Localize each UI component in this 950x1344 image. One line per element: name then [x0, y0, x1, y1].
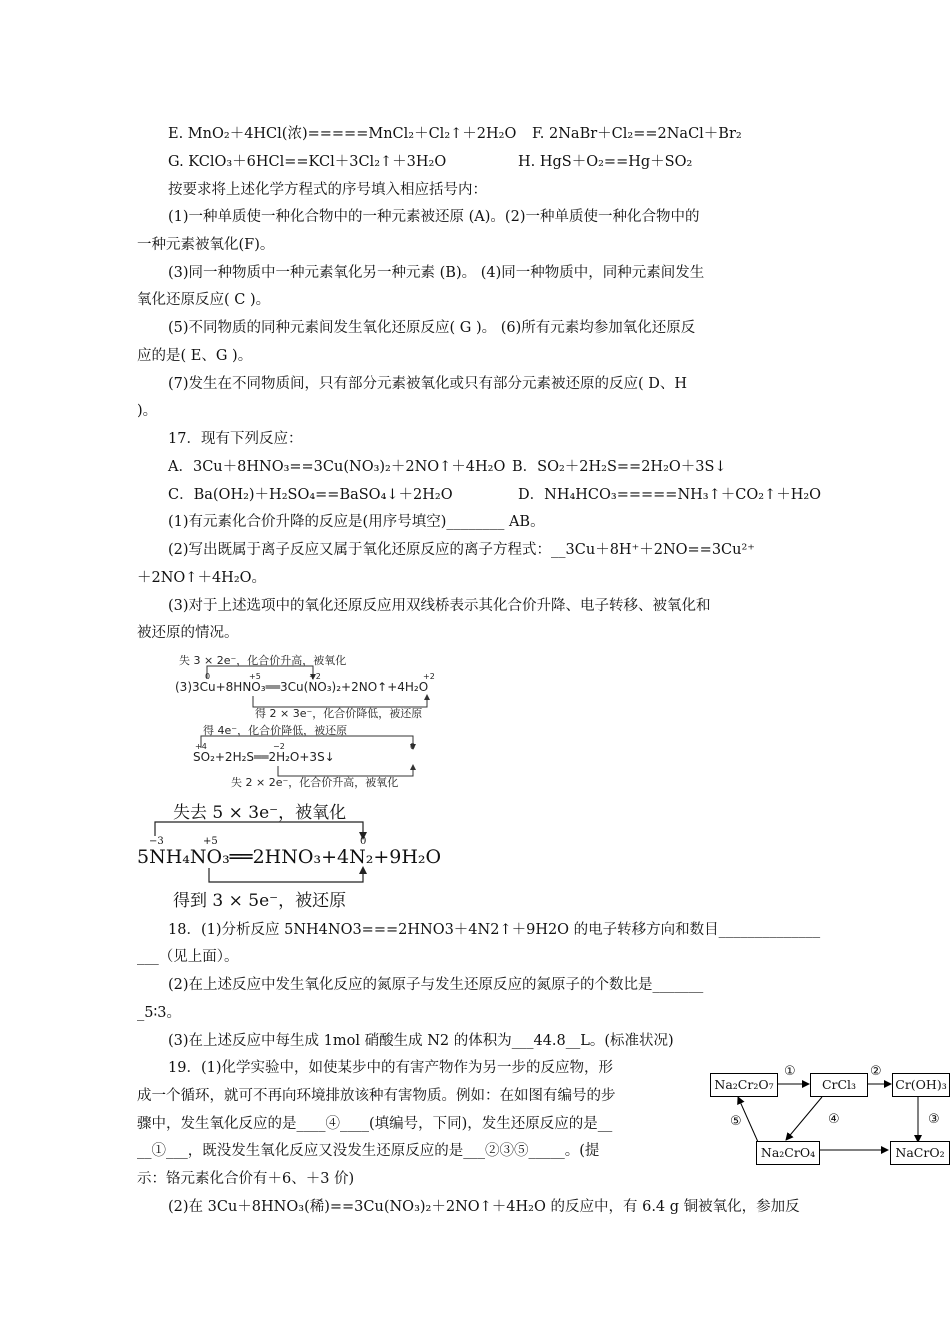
q17-a: A．3Cu＋8HNO₃==3Cu(NO₃)₂＋2NO↑＋4H₂O — [168, 459, 506, 475]
bridge2-ox-s2: −2 — [273, 742, 285, 751]
bridge3-top: 失去 5 × 3e⁻，被氧化 — [173, 803, 347, 823]
q19-1: 19．(1)化学实验中，如使某步中的有害产物作为另一步的反应物，形 — [168, 1060, 613, 1076]
bridge1-ox-cu: 0 — [205, 672, 211, 681]
eq-g: G. KClO₃＋6HCl==KCl＋3Cl₂↑＋3H₂O — [168, 154, 447, 170]
q16-1: (1)一种单质使一种化合物中的一种元素被还原 (A)。(2)一种单质使一种化合物中的 — [168, 209, 700, 225]
bridge3-ox-n3: −3 — [149, 836, 164, 847]
q16-3-cont: 氧化还原反应( C )。 — [137, 292, 271, 308]
bridge2-top: 得 4e⁻，化合价降低，被还原 — [203, 724, 348, 737]
bridge1-ox-n: +5 — [249, 672, 261, 681]
q17-1: (1)有元素化合价升降的反应是(用序号填空)________ AB。 — [168, 514, 545, 530]
q17-title: 17．现有下列反应： — [168, 431, 303, 447]
bridge-nh4no3 — [137, 798, 477, 910]
q17-d: D．NH₄HCO₃=====NH₃↑＋CO₂↑＋H₂O — [518, 487, 822, 503]
q18-2-cont: _5∶3。 — [137, 1005, 181, 1021]
box-crcl3: CrCl₃ — [810, 1073, 868, 1097]
q18-1-cont: ___（见上面）。 — [137, 949, 239, 965]
step-2-label: ② — [870, 1064, 882, 1079]
step-5-label: ⑤ — [730, 1114, 742, 1129]
q16-7: (7)发生在不同物质间，只有部分元素被氧化或只有部分元素被还原的反应( D、H — [168, 376, 688, 392]
q17-c: C．Ba(OH₂)＋H₂SO₄==BaSO₄↓＋2H₂O — [168, 487, 453, 503]
q18-2: (2)在上述反应中发生氧化反应的氮原子与发生还原反应的氮原子的个数比是_______ — [168, 977, 704, 993]
bridge3-equation: 5NH₄NO₃══2HNO₃+4N₂+9H₂O — [137, 846, 442, 868]
q17-3: (3)对于上述选项中的氧化还原反应用双线桥表示其化合价升降、电子转移、被氧化和 — [168, 598, 711, 614]
bridge2-equation: SO₂+2H₂S══2H₂O+3S↓ — [193, 750, 335, 764]
box-nacro2: NaCrO₂ — [890, 1141, 950, 1165]
step-4-label: ④ — [828, 1112, 840, 1127]
q17-b: B．SO₂＋2H₂S==2H₂O＋3S↓ — [512, 459, 727, 475]
q16-7-cont: )。 — [137, 403, 158, 419]
eq-h: H. HgS＋O₂==Hg＋SO₂ — [518, 154, 693, 170]
bridge1-ox-no: +2 — [423, 672, 435, 681]
chromium-cycle-diagram — [710, 1064, 950, 1170]
q17-2: (2)写出既属于离子反应又属于氧化还原反应的离子方程式：__3Cu＋8H⁺＋2NO==3Cu²⁺ — [168, 542, 755, 558]
bridge3-ox-n5: +5 — [203, 836, 218, 847]
q17-3-cont: 被还原的情况。 — [137, 625, 239, 641]
bridge3-ox-n0: 0 — [360, 836, 367, 847]
bridge1-equation: (3)3Cu+8HNO₃══3Cu(NO₃)₂+2NO↑+4H₂O — [175, 680, 429, 694]
eq-f: F. 2NaBr＋Cl₂==2NaCl＋Br₂ — [532, 126, 742, 142]
q19-1-cont2: 骤中，发生氧化反应的是____④____(填编号，下同)，发生还原反应的是__ — [137, 1116, 613, 1132]
q16-3: (3)同一种物质中一种元素氧化另一种元素 (B)。 (4)同一种物质中，同种元素间发生 — [168, 265, 705, 281]
q16-5: (5)不同物质的同种元素间发生氧化还原反应( G )。 (6)所有元素均参加氧化还原反 — [168, 320, 696, 336]
bridge1-ox-cu2: +2 — [309, 672, 321, 681]
bridge-cu-hno3 — [175, 652, 535, 720]
box-na2cr2o7: Na₂Cr₂O₇ — [710, 1073, 778, 1097]
step-3-label: ③ — [928, 1112, 940, 1127]
q19-1-cont1: 成一个循环，就可不再向环境排放该种有害物质。例如：在如图有编号的步 — [137, 1088, 616, 1104]
instruction: 按要求将上述化学方程式的序号填入相应括号内： — [168, 182, 487, 198]
bridge3-bottom: 得到 3 × 5e⁻，被还原 — [173, 891, 347, 911]
q19-1-cont4: 示：铬元素化合价有＋6、＋3 价) — [137, 1171, 355, 1187]
box-na2cro4: Na₂CrO₄ — [756, 1141, 820, 1165]
q19-1-cont3: __①___，既没发生氧化反应又没发生还原反应的是___②③⑤_____。(提 — [137, 1143, 600, 1159]
step-1-label: ① — [784, 1064, 796, 1079]
bridge2-ox-s0: 0 — [410, 742, 416, 751]
eq-e: E. MnO₂＋4HCl(浓)=====MnCl₂＋Cl₂↑＋2H₂O — [168, 126, 517, 142]
bridge2-ox-s4: +4 — [195, 742, 207, 751]
bridge1-bottom: 得 2 × 3e⁻，化合价降低，被还原 — [255, 707, 423, 720]
bridge1-top: 失 3 × 2e⁻，化合价升高，被氧化 — [179, 654, 347, 667]
bridge-so2-h2s — [193, 722, 453, 788]
q19-2: (2)在 3Cu＋8HNO₃(稀)==3Cu(NO₃)₂＋2NO↑＋4H₂O 的反应中，有 6.4 g 铜被氧化，参加反 — [168, 1199, 800, 1215]
q18-3: (3)在上述反应中每生成 1mol 硝酸生成 N2 的体积为___44.8__L。(标准状况) — [168, 1033, 674, 1049]
q16-1-cont: 一种元素被氧化(F)。 — [137, 237, 275, 253]
bridge2-bottom: 失 2 × 2e⁻，化合价升高，被氧化 — [231, 776, 399, 789]
q16-5-cont: 应的是( E、G )。 — [137, 348, 253, 364]
q17-2-cont: ＋2NO↑＋4H₂O。 — [137, 570, 267, 586]
box-croh3: Cr(OH)₃ — [892, 1073, 950, 1097]
q18-1: 18．(1)分析反应 5NH4NO3===2HNO3＋4N2↑＋9H2O 的电子转移方向和数目______________ — [168, 922, 821, 938]
